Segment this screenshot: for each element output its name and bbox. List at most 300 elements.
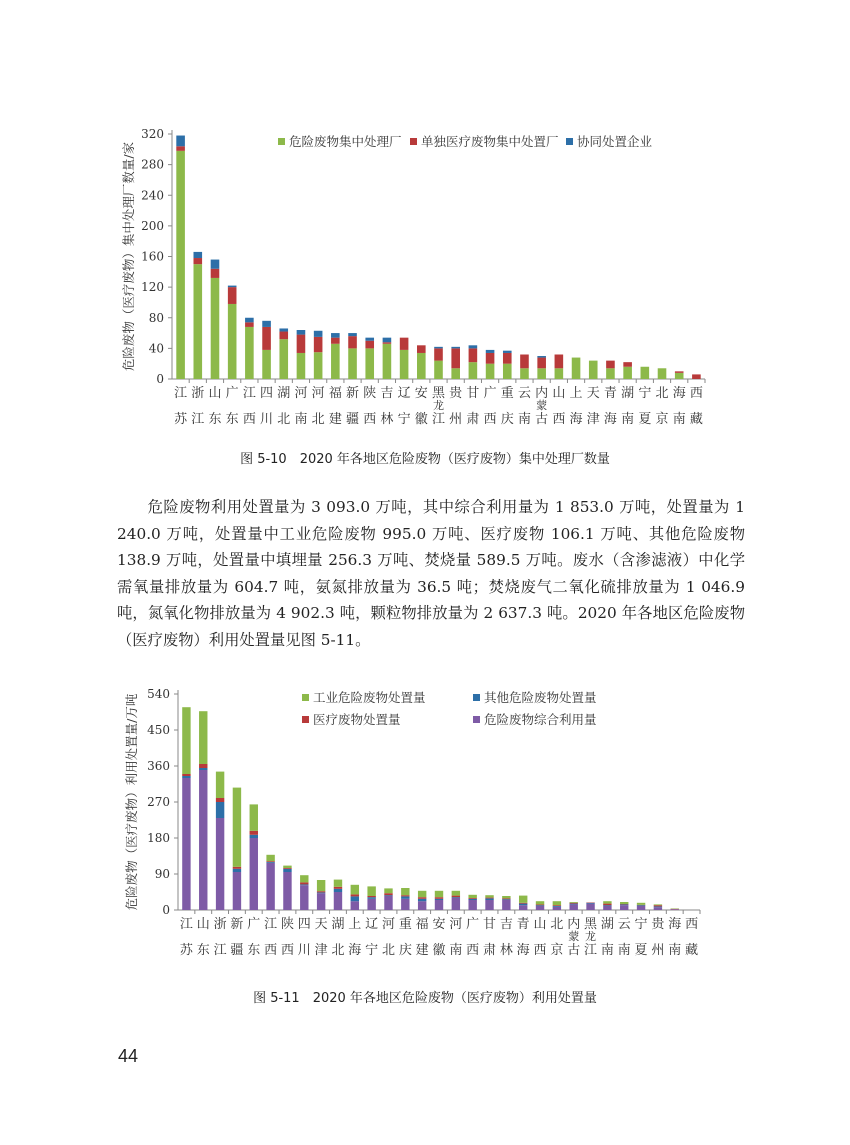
bar-segment [537,368,546,379]
bar-segment [262,327,271,350]
bar-segment [536,906,544,910]
bar-segment [228,304,237,379]
x-tick-label: 疆 [230,943,244,958]
bar-segment [279,328,288,331]
x-tick-label: 贵 [449,386,463,401]
bar-segment [182,774,190,776]
bar-segment [367,897,375,899]
bar-segment [519,904,527,906]
bar-segment [193,252,202,258]
bar-segment [536,901,544,904]
bar-segment [553,906,561,907]
bar-segment [675,371,684,373]
bar-segment [502,898,510,899]
bar-segment [606,368,615,379]
bar-segment [671,909,679,910]
bar-segment [434,347,443,349]
bar-segment [570,902,578,903]
x-tick-label: 西 [242,412,256,427]
y-tick-label: 450 [147,723,170,737]
bar-segment [317,880,325,891]
bar-segment [317,892,325,893]
bar-segment [555,355,564,369]
x-tick-label: 黑 [584,917,598,932]
bar-segment [331,344,340,379]
bar-segment [348,348,357,379]
bar-segment [620,904,628,905]
bar-segment [334,880,342,887]
bar-segment [317,893,325,910]
bar-segment [603,901,611,903]
figure-caption-5-11: 图 5-11 2020 年各地区危险废物（医疗废物）利用处置量 [253,991,597,1006]
x-tick-label: 西 [685,917,699,932]
bar-segment [176,136,185,147]
bar-segment [468,899,476,900]
x-tick-label: 林 [499,943,513,958]
bar-segment [502,900,510,910]
bar-segment [469,345,478,348]
x-tick-label: 徽 [432,943,446,958]
bar-segment [606,361,615,369]
x-tick-label: 庆 [398,943,412,958]
x-tick-label: 广 [247,917,261,932]
x-tick-label: 江 [179,917,193,932]
bar-segment [216,772,224,798]
bar-segment [468,900,476,910]
legend-swatch [410,138,417,145]
x-tick-label: 宁 [638,386,652,401]
x-tick-label: 林 [380,412,394,427]
x-tick-label: 州 [449,412,463,427]
x-tick-label: 北 [331,943,345,958]
bar-segment [300,882,308,884]
x-tick-label: 东 [247,943,261,958]
bar-segment [283,866,291,868]
x-tick-label: 蒙 [536,399,548,412]
legend-label: 协同处置企业 [577,134,653,149]
chart-hazardous-waste-facilities [0,118,850,438]
bar-segment [435,900,443,910]
bar-segment [637,905,645,906]
legend-swatch [566,138,573,145]
bar-segment [233,872,241,910]
bar-segment [675,373,684,379]
x-tick-label: 北 [550,917,564,932]
bar-segment [417,345,426,353]
bar-segment [620,905,628,910]
x-tick-label: 夏 [634,943,648,958]
bar-segment [503,364,512,379]
bar-segment [485,895,493,897]
bar-segment [469,348,478,362]
x-tick-label: 安 [432,917,446,932]
bar-segment [367,899,375,910]
x-tick-label: 甘 [466,386,480,401]
x-tick-label: 贵 [651,917,665,932]
bar-segment [300,884,308,885]
bar-segment [266,862,274,863]
legend-label: 危险废物综合利用量 [484,712,597,727]
bar-segment [637,906,645,910]
bar-segment [351,896,359,901]
bar-segment [233,867,241,869]
x-tick-label: 南 [517,412,531,427]
bar-segment [334,887,342,889]
x-tick-label: 东 [225,412,239,427]
x-tick-label: 肃 [466,412,480,427]
bar-segment [250,804,258,830]
bar-segment [193,264,202,379]
x-tick-label: 青 [603,386,617,401]
bar-segment [586,904,594,910]
y-tick-label: 360 [147,759,170,773]
bar-segment [245,322,254,327]
x-tick-label: 州 [651,943,665,958]
bar-segment [469,362,478,379]
x-tick-label: 西 [466,943,480,958]
x-tick-label: 藏 [685,943,699,958]
bar-segment [537,358,546,369]
y-tick-label: 200 [141,218,164,233]
x-tick-label: 山 [552,386,566,401]
bar-segment [570,904,578,910]
bar-segment [297,335,306,353]
bar-segment [233,869,241,872]
x-tick-label: 南 [617,943,631,958]
x-tick-label: 龙 [433,399,444,412]
x-tick-label: 海 [603,412,617,427]
x-tick-label: 海 [672,386,686,401]
x-tick-label: 陕 [280,917,294,932]
x-tick-label: 广 [483,386,497,401]
bar-segment [228,287,237,304]
x-tick-label: 广 [225,386,239,401]
x-tick-label: 南 [600,943,614,958]
bar-segment [654,907,662,910]
legend-swatch [473,716,480,723]
bar-segment [199,764,207,768]
bar-segment [331,333,340,338]
bar-segment [452,897,460,898]
legend-swatch [278,138,285,145]
x-tick-label: 吉 [499,917,513,932]
x-tick-label: 海 [569,412,583,427]
x-tick-label: 云 [617,917,631,932]
bar-segment [351,901,359,910]
bar-segment [503,353,512,364]
x-tick-label: 辽 [397,386,411,401]
x-tick-label: 西 [483,412,497,427]
bar-segment [485,898,493,900]
bar-segment [503,351,512,353]
bar-segment [211,260,220,269]
bar-segment [199,768,207,770]
x-tick-label: 古 [535,412,549,427]
bar-segment [692,374,701,379]
bar-segment [418,901,426,910]
bar-segment [334,892,342,910]
x-tick-label: 福 [328,386,342,401]
x-tick-label: 蒙 [568,930,580,943]
bar-segment [367,886,375,896]
bar-segment [623,362,632,367]
x-tick-label: 上 [569,386,583,401]
bar-segment [603,905,611,906]
bar-segment [401,896,409,898]
bar-segment [401,899,409,910]
x-tick-label: 湖 [600,917,614,932]
x-tick-label: 江 [174,386,188,401]
bar-segment [283,868,291,869]
legend-swatch [302,716,309,723]
bar-segment [384,893,392,895]
bar-segment [176,146,185,151]
bar-segment [654,905,662,906]
bar-segment [641,367,650,379]
x-tick-label: 上 [348,917,362,932]
bar-segment [367,896,375,897]
bar-segment [400,350,409,379]
bar-segment [314,352,323,379]
y-tick-label: 90 [154,867,170,881]
x-tick-label: 南 [621,412,635,427]
bar-segment [262,321,271,327]
bar-segment [418,899,426,901]
x-tick-label: 江 [584,943,598,958]
bar-segment [452,898,460,910]
bar-segment [519,905,527,910]
x-tick-label: 西 [363,412,377,427]
bar-segment [245,327,254,379]
bar-segment [182,776,190,778]
y-tick-label: 0 [156,372,164,386]
x-tick-label: 肃 [483,943,497,958]
bar-segment [418,897,426,899]
bar-segment [317,891,325,892]
bar-segment [451,347,460,349]
legend-swatch [473,694,480,701]
x-tick-label: 南 [668,943,682,958]
x-tick-label: 山 [208,386,222,401]
legend-label: 危险废物集中处理厂 [289,134,402,149]
bar-segment [279,332,288,340]
x-tick-label: 京 [655,412,669,427]
bar-segment [570,904,578,905]
y-tick-label: 240 [141,188,164,203]
bar-segment [300,885,308,910]
legend-label: 医疗废物处置量 [313,712,401,727]
x-tick-label: 疆 [346,412,360,427]
x-tick-label: 安 [414,386,428,401]
bar-segment [555,368,564,379]
legend-label: 单独医疗废物集中处置厂 [421,134,559,149]
bar-segment [520,368,529,379]
y-axis-title: 危险废物（医疗废物）集中处理厂数量/家 [121,141,136,372]
bar-segment [262,350,271,379]
y-tick-label: 40 [148,341,164,356]
bar-segment [519,903,527,904]
bar-segment [245,318,254,323]
bar-segment [502,896,510,898]
bar-segment [451,368,460,379]
x-tick-label: 西 [533,943,547,958]
bar-segment [485,900,493,910]
bar-segment [553,907,561,910]
x-tick-label: 南 [672,412,686,427]
bar-segment [228,286,237,288]
x-tick-label: 内 [567,917,581,932]
bar-segment [348,333,357,336]
y-tick-label: 0 [162,903,170,917]
bar-segment [401,888,409,895]
bar-segment [486,353,495,364]
x-tick-label: 宁 [397,412,411,427]
x-tick-label: 南 [294,412,308,427]
bar-segment [216,798,224,802]
x-tick-label: 津 [586,412,600,427]
bar-segment [383,342,392,344]
x-tick-label: 湖 [277,386,291,401]
bar-segment [434,348,443,360]
x-tick-label: 南 [449,943,463,958]
bar-segment [536,905,544,906]
bar-segment [401,895,409,896]
x-tick-label: 龙 [585,930,597,943]
x-tick-label: 苏 [174,412,188,427]
bar-segment [233,788,241,867]
y-tick-label: 270 [147,795,170,809]
x-tick-label: 河 [294,386,308,401]
bar-segment [384,895,392,896]
bar-segment [400,338,409,350]
x-tick-label: 吉 [380,386,394,401]
bar-segment [250,831,258,835]
x-tick-label: 四 [260,386,274,401]
bar-segment [283,869,291,872]
y-tick-label: 540 [147,687,170,701]
x-tick-label: 藏 [689,412,703,427]
x-tick-label: 东 [196,943,210,958]
bar-segment [468,895,476,898]
bar-segment [216,802,224,818]
bar-segment [637,903,645,905]
y-tick-label: 160 [141,249,164,264]
x-tick-label: 重 [500,386,514,401]
x-tick-label: 东 [208,412,222,427]
bar-segment [266,855,274,861]
bar-segment [176,151,185,379]
bar-segment [182,778,190,910]
bar-segment [623,367,632,379]
bar-segment [570,903,578,904]
x-tick-label: 夏 [638,412,652,427]
x-tick-label: 西 [264,943,278,958]
chart-hazardous-waste-disposal [0,680,850,970]
x-tick-label: 京 [550,943,564,958]
bar-segment [486,364,495,379]
x-tick-label: 建 [415,943,429,958]
x-tick-label: 浙 [213,917,227,932]
bar-segment [658,368,667,379]
bar-segment [486,350,495,353]
x-tick-label: 云 [517,386,531,401]
x-tick-label: 津 [314,943,328,958]
y-axis-title: 危险废物（医疗废物）利用处置量/万吨 [124,693,139,911]
bar-segment [537,356,546,358]
x-tick-label: 山 [196,917,210,932]
bar-segment [435,899,443,900]
bar-segment [383,338,392,343]
bar-segment [365,338,374,341]
bar-segment [536,904,544,905]
x-tick-label: 山 [533,917,547,932]
x-tick-label: 海 [516,943,530,958]
x-tick-label: 河 [311,386,325,401]
body-paragraph: 危险废物利用处置量为 3 093.0 万吨，其中综合利用量为 1 853.0 万吨，处置量为 1 240.0 万吨，处置量中工业危险废物 995.0 万吨、医疗废物 106.1 万吨、其他危险废物 138.9 万吨，处置量中填埋量 256.3 万吨、焚烧量 589.5 万吨。废水（含渗滤液）中化学需氧量排放量为 604.7 吨，氨氮排放量为 36.5 吨；焚烧废气二氧化硫排放量为 1 046.9 吨，氮氧化物排放量为 4 902.3 吨，颗粒物排放量为 2 637.3 吨。2020 年各地区危险废物（医疗废物）利用处置量见图 5-11。 [117,498,745,649]
bar-segment [250,838,258,910]
x-tick-label: 海 [668,917,682,932]
bar-segment [384,888,392,893]
bar-segment [452,896,460,898]
x-tick-label: 北 [277,412,291,427]
x-tick-label: 福 [415,917,429,932]
x-tick-label: 北 [655,386,669,401]
bar-segment [250,835,258,838]
x-tick-label: 宁 [634,917,648,932]
legend-label: 工业危险废物处置量 [313,690,426,705]
x-tick-label: 青 [516,917,530,932]
x-tick-label: 新 [230,917,244,932]
x-tick-label: 江 [213,943,227,958]
bar-segment [199,770,207,910]
x-tick-label: 江 [264,917,278,932]
bar-segment [434,361,443,379]
bar-segment [211,278,220,379]
figure-caption-5-10: 图 5-10 2020 年各地区危险废物（医疗废物）集中处理厂数量 [240,452,610,467]
x-tick-label: 湖 [621,386,635,401]
bar-segment [266,863,274,910]
bar-segment [314,337,323,352]
x-tick-label: 内 [535,386,549,401]
bar-segment [418,891,426,897]
bar-segment [351,894,359,896]
bar-segment [365,341,374,349]
bar-segment [300,875,308,882]
bar-segment [520,355,529,369]
bar-segment [216,818,224,910]
bar-segment [553,905,561,906]
bar-segment [589,361,598,379]
x-tick-label: 黑 [431,386,446,401]
bar-segment [519,896,527,903]
x-tick-label: 陕 [363,386,377,401]
bar-segment [586,903,594,904]
x-tick-label: 天 [314,917,328,932]
bar-segment [348,336,357,348]
bar-segment [297,330,306,335]
x-tick-label: 苏 [179,943,193,958]
x-tick-label: 广 [466,917,480,932]
x-tick-label: 新 [346,386,360,401]
bar-segment [435,891,443,897]
bar-segment [451,348,460,368]
bar-segment [279,339,288,379]
bar-segment [365,348,374,379]
x-tick-label: 建 [328,412,342,427]
x-tick-label: 川 [260,412,274,427]
bar-segment [603,904,611,906]
x-tick-label: 海 [348,943,362,958]
